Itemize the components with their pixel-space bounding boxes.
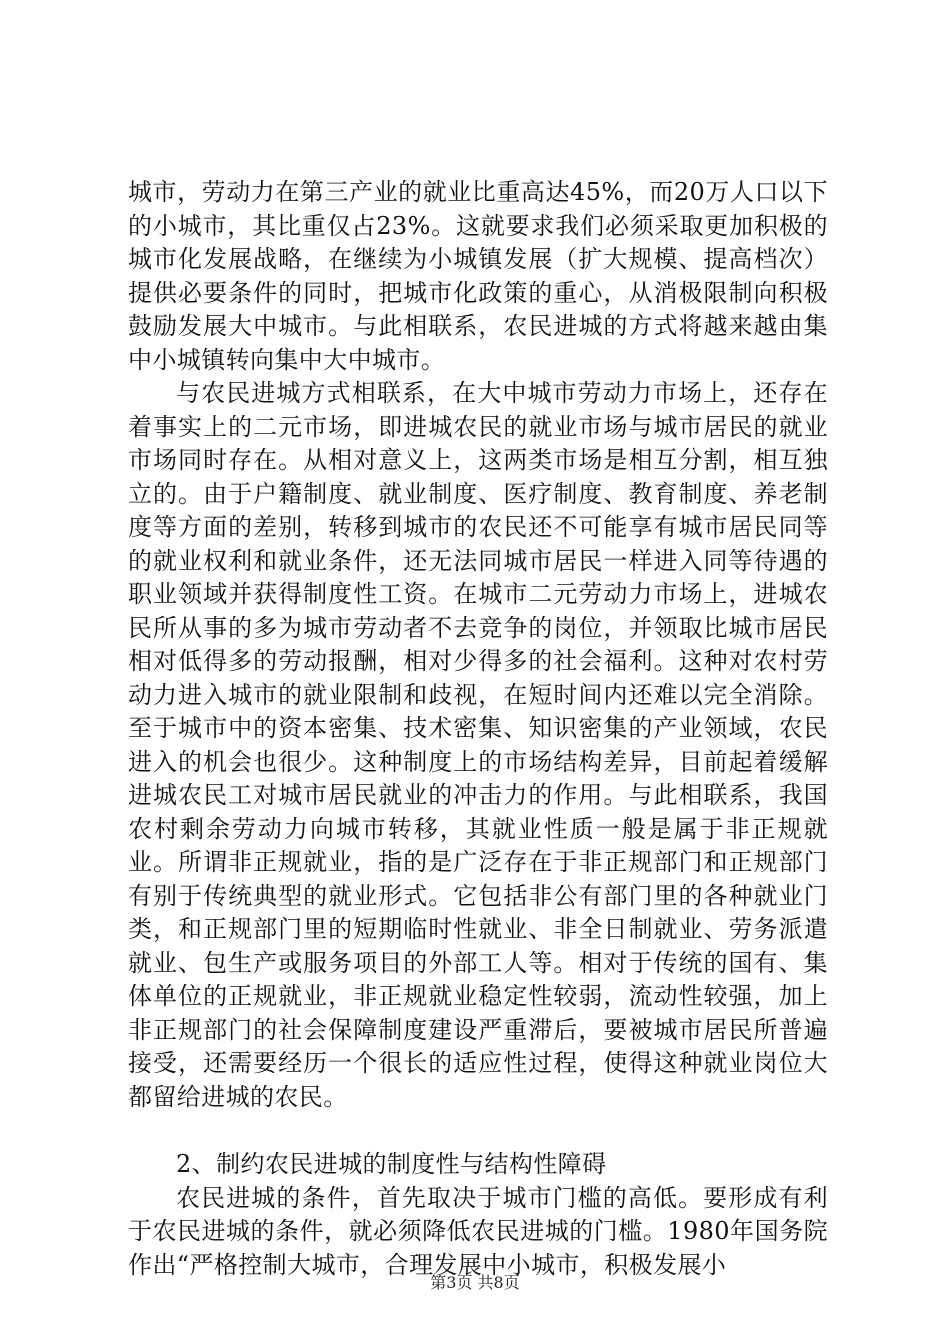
document-body <box>128 176 828 1282</box>
page-footer: 第3页 共8页 <box>430 1273 520 1292</box>
paragraph-entry-threshold: 农民进城的条件，首先取决于城市门槛的高低。要形成有利于农民进城的条件，就必须降低农民进城的门槛。1980年国务院作出“严格控制大城市，合理发展中小城市，积极发展小 <box>128 1183 828 1279</box>
paragraph-dual-market: 与农民进城方式相联系，在大中城市劳动力市场上，还存在着事实上的二元市场，即进城农民的就业市场与城市居民的就业市场同时存在。从相对意义上，这两类市场是相互分割，相互独立的。由于户籍制度、就业制度、医疗制度、教育制度、养老制度等方面的差别，转移到城市的农民还不可能享有城市居民同等的就业权利和就业条件，还无法同城市居民一样进入同等待遇的职业领域并获得制度性工资。在城市二元劳动力市场上，进城农民所从事的多为城市劳动者不去竞争的岗位，并领取比城市居民相对低得多的劳动报酬，相对少得多的社会福利。这种对农村劳动力进入城市的就业限制和歧视，在短时间内还难以完全消除。至于城市中的资本密集、技术密集、知识密集的产业领域，农民进入的机会也很少。这种制度上的市场结构差异，目前起着缓解进城农民工对城市居民就业的冲击力的作用。与此相联系，我国农村剩余劳动力向城市转移，其就业性质一般是属于非正规就业。所谓非正规就业，指的是广泛存在于非正规部门和正规部门有别于传统典型的就业形式。它包括非公有部门里的各种就业门类，和正规部门里的短期临时性就业、非全日制就业、劳务派遣就业、包生产或服务项目的外部工人等。相对于传统的国有、集体单位的正规就业，非正规就业稳定性较弱，流动性较强，加上非正规部门的社会保障制度建设严重滞后，要被城市居民所普遍接受，还需要经历一个很长的适应性过程，使得这种就业岗位大都留给进城的农民。 <box>128 379 828 1111</box>
paragraph-continued: 城市，劳动力在第三产业的就业比重高达45%，而20万人口以下的小城市，其比重仅占23%。这就要求我们必须采取更加积极的城市化发展战略，在继续为小城镇发展（扩大规模、提高档次）提供必要条件的同时，把城市化政策的重心，从消极限制向积极鼓励发展大中城市。与此相联系，农民进城的方式将越来越由集中小城镇转向集中大中城市。 <box>128 178 828 374</box>
section-heading: 2、制约农民进城的制度性与结构性障碍 <box>176 1150 607 1178</box>
